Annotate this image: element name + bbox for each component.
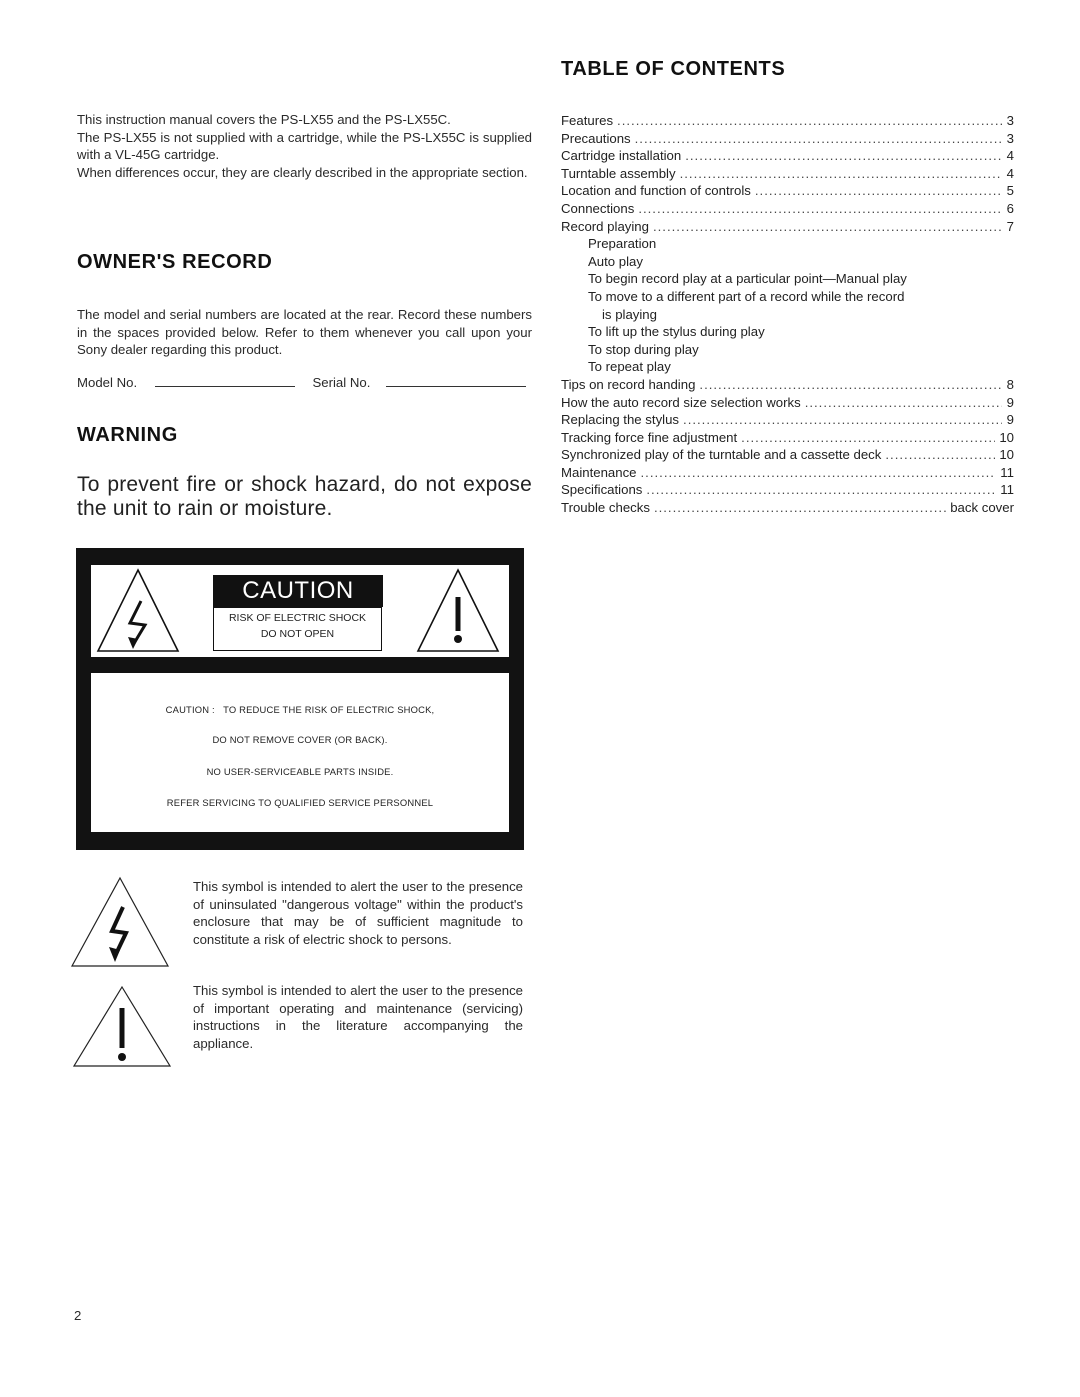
owners-record-text: The model and serial numbers are located at the rear. Record these numbers in the spaces provided below. Refer to them whenever you call upon your Sony dealer regarding this product. — [77, 307, 532, 358]
lightning-warning-icon — [95, 567, 181, 653]
serial-label: Serial No. — [312, 375, 371, 390]
toc-entry[interactable]: Trouble checks ..... back cover — [561, 499, 1014, 517]
toc-entry[interactable]: Tips on record handing ..... 8 — [561, 376, 1014, 394]
warning-heading: WARNING — [77, 424, 178, 446]
toc-entry[interactable]: Precautions ..... 3 — [561, 130, 1014, 148]
toc-entry[interactable]: Record playing ..... 7 — [561, 218, 1014, 236]
toc-subentry[interactable]: To begin record play at a particular point—Manual play — [588, 271, 907, 287]
exclamation-warning-icon — [415, 567, 501, 653]
toc-entry[interactable]: How the auto record size selection works ..... 9 — [561, 394, 1014, 412]
caution-panel — [76, 548, 524, 850]
exclamation-symbol-icon — [70, 984, 174, 1070]
lightning-symbol-text: This symbol is intended to alert the user to the presence of uninsulated "dangerous voltage" within the product's enclosure that may be of sufficient magnitude to constitute a risk of electric shock to persons. — [193, 879, 523, 947]
risk-box-line-2: DO NOT OPEN — [260, 628, 335, 640]
toc-subentry[interactable]: Preparation — [588, 236, 657, 252]
toc-entry[interactable]: Turntable assembly ..... 4 — [561, 165, 1014, 183]
toc-entry[interactable]: Connections ..... 6 — [561, 200, 1014, 218]
warning-text: To prevent fire or shock hazard, do not expose the unit to rain or moisture. — [77, 473, 532, 520]
model-number-field[interactable] — [155, 374, 295, 387]
lightning-symbol-icon — [68, 874, 172, 970]
toc-entry[interactable]: Maintenance ..... 11 — [561, 464, 1014, 482]
toc-entry[interactable]: Features ..... 3 — [561, 112, 1014, 130]
toc-entry[interactable]: Synchronized play of the turntable and a cassette deck ..... 10 — [561, 446, 1014, 464]
model-serial-row — [77, 374, 532, 392]
toc-entry[interactable]: Cartridge installation ..... 4 — [561, 147, 1014, 165]
toc-subentry[interactable]: To repeat play — [588, 359, 671, 375]
toc-list — [561, 112, 1014, 517]
toc-entry[interactable]: Tracking force fine adjustment ..... 10 — [561, 429, 1014, 447]
caution-panel-bottom — [91, 673, 509, 832]
exclamation-symbol-text: This symbol is intended to alert the user to the presence of important operating and maintenance (servicing) instructions in the literature accompanying the appliance. — [193, 983, 523, 1051]
caution-line-3: NO USER-SERVICEABLE PARTS INSIDE. — [206, 766, 394, 777]
caution-badge-label: CAUTION — [242, 577, 354, 604]
caution-line-1: CAUTION : TO REDUCE THE RISK OF ELECTRIC SHOCK, — [165, 704, 435, 715]
toc-entry[interactable]: Specifications ..... 11 — [561, 481, 1014, 499]
intro-line-2: The PS-LX55 is not supplied with a cartridge, while the PS-LX55C is supplied with a VL-45G cartridge. — [77, 129, 532, 163]
toc-subentry[interactable]: To lift up the stylus during play — [588, 324, 765, 340]
risk-box — [213, 607, 382, 651]
toc-subentry[interactable]: Auto play — [588, 253, 643, 269]
toc-subentry[interactable]: To move to a different part of a record while the record — [588, 288, 905, 304]
owners-record-heading: OWNER'S RECORD — [77, 251, 273, 273]
toc-subentry[interactable]: To stop during play — [588, 341, 699, 357]
intro-text — [77, 111, 532, 181]
toc-heading: TABLE OF CONTENTS — [561, 58, 786, 80]
caution-panel-top — [91, 565, 509, 657]
caution-line-2: DO NOT REMOVE COVER (OR BACK). — [212, 734, 388, 745]
toc-subentry-continuation: is playing — [602, 306, 657, 322]
caution-line-4: REFER SERVICING TO QUALIFIED SERVICE PERSONNEL — [166, 797, 434, 808]
toc-entry[interactable]: Location and function of controls ..... 5 — [561, 182, 1014, 200]
toc-entry[interactable]: Replacing the stylus ..... 9 — [561, 411, 1014, 429]
serial-number-field[interactable] — [386, 374, 526, 387]
caution-badge — [213, 575, 383, 607]
intro-line-3: When differences occur, they are clearly described in the appropriate section. — [77, 164, 528, 180]
intro-line-1: This instruction manual covers the PS-LX55 and the PS-LX55C. — [77, 112, 451, 127]
risk-box-line-1: RISK OF ELECTRIC SHOCK — [228, 612, 367, 624]
page-number: 2 — [74, 1308, 82, 1323]
model-label: Model No. — [77, 375, 138, 390]
